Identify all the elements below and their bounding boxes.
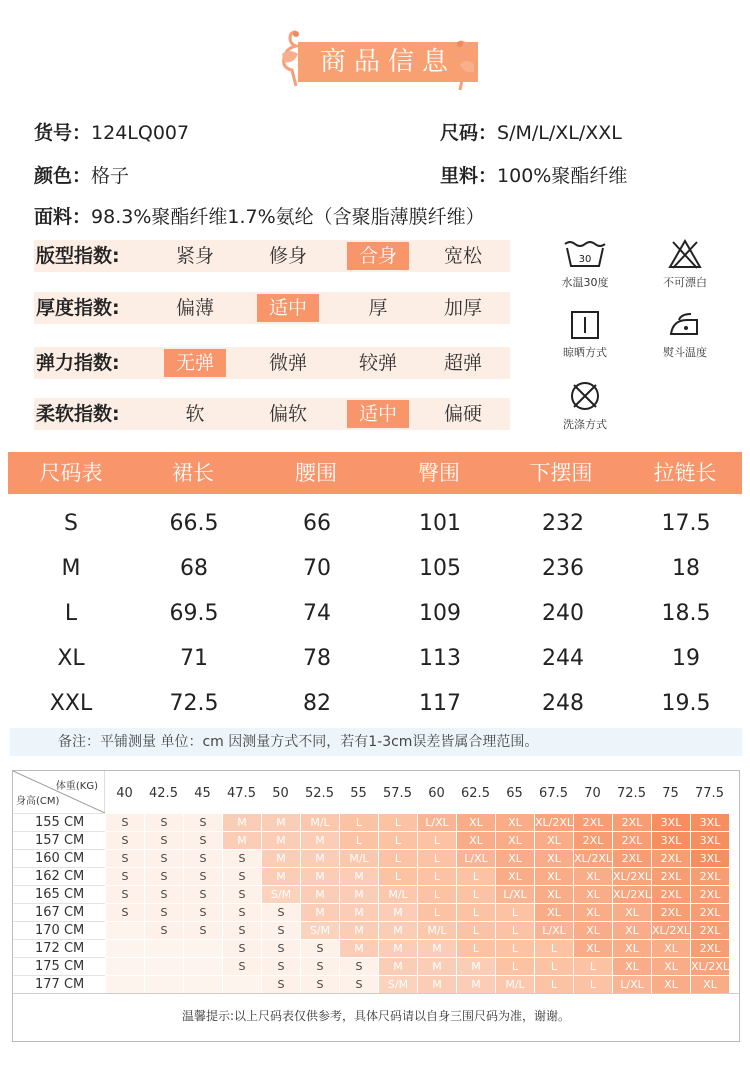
recommend-cell: S	[262, 940, 300, 957]
recommend-corner	[13, 771, 105, 813]
recommend-cell: M	[262, 832, 300, 849]
index-option: 微弹	[268, 352, 307, 374]
recommend-cell: 3XL	[691, 832, 729, 849]
weight-header: 42.5	[149, 786, 178, 801]
recommend-cell: L	[535, 976, 573, 993]
recommend-cell: S	[301, 976, 339, 993]
recommend-cell: XL	[535, 868, 573, 885]
recommend-cell: M	[418, 940, 456, 957]
size-cell: 18.5	[661, 601, 711, 626]
weight-header: 45	[194, 786, 211, 801]
iron-icon	[667, 310, 703, 340]
index-option-selected: 适中	[257, 294, 319, 322]
recommend-cell: M	[418, 958, 456, 975]
recommend-cell: XL	[496, 832, 534, 849]
recommend-cell: 2XL	[613, 850, 651, 867]
index-option-selected: 无弹	[164, 349, 226, 377]
height-axis-label: 身高(CM)	[16, 796, 60, 807]
recommend-cell: S	[184, 814, 222, 831]
recommend-cell: S	[145, 868, 183, 885]
weight-header: 62.5	[461, 786, 490, 801]
index-option-selected: 适中	[347, 400, 409, 428]
weight-header: 47.5	[227, 786, 256, 801]
recommend-cell: M	[301, 886, 339, 903]
recommend-cell: S	[145, 922, 183, 939]
size-cell: 72.5	[169, 691, 219, 716]
recommend-cell: S	[223, 850, 261, 867]
height-header: 175 CM	[13, 957, 105, 975]
care-dry-label: 晾晒方式	[563, 346, 607, 359]
weight-header: 72.5	[617, 786, 646, 801]
size-header-cell: 尺码表	[39, 461, 103, 485]
recommend-cell: XL/2XL	[574, 852, 613, 865]
recommend-cell: 2XL	[613, 814, 651, 831]
color-label: 颜色：	[34, 165, 92, 187]
recommend-cell: M/L	[301, 814, 339, 831]
index-row	[34, 398, 510, 430]
recommend-cell: S/M	[379, 976, 417, 993]
size-cell: 113	[419, 646, 461, 671]
recommend-cell: S	[184, 868, 222, 885]
size-table-header	[8, 452, 742, 494]
height-header: 155 CM	[13, 813, 105, 831]
height-header: 170 CM	[13, 921, 105, 939]
size-cell: 74	[303, 601, 331, 626]
recommend-cell	[106, 922, 144, 939]
recommend-cell: S	[223, 904, 261, 921]
recommend-cell: M	[340, 922, 378, 939]
size-header-cell: 下摆围	[529, 461, 593, 485]
recommend-cell: S	[106, 814, 144, 831]
recommend-footer: 温馨提示:以上尺码表仅供参考，具体尺码请以自身三围尺码为准，谢谢。	[181, 1009, 571, 1023]
lining-label: 里料：	[440, 165, 498, 187]
recommend-cell: L/XL	[613, 976, 651, 993]
weight-header: 77.5	[695, 786, 724, 801]
size-row-label: S	[64, 511, 78, 536]
weight-header: 70	[584, 786, 601, 801]
recommend-cell: M	[457, 958, 495, 975]
size-cell: 82	[303, 691, 331, 716]
recommend-cell: XL	[574, 904, 612, 921]
lining-value: 100%聚酯纤维	[497, 165, 628, 187]
recommend-cell: L	[418, 850, 456, 867]
height-header: 177 CM	[13, 975, 105, 993]
recommend-cell: M	[379, 958, 417, 975]
size-cell: 236	[542, 556, 584, 581]
recommend-cell: L	[535, 958, 573, 975]
size-cell: 70	[303, 556, 331, 581]
recommend-cell: L	[418, 868, 456, 885]
size-cell: 17.5	[661, 511, 711, 536]
index-option: 偏薄	[175, 297, 214, 319]
size-cell: 240	[542, 601, 584, 626]
recommend-cell: M	[262, 814, 300, 831]
care-iron-label: 熨斗温度	[663, 346, 707, 359]
recommend-cell	[106, 976, 144, 993]
recommend-cell: S	[262, 904, 300, 921]
recommend-cell: XL	[613, 922, 651, 939]
recommend-cell: XL	[457, 832, 495, 849]
care-iron	[650, 310, 720, 360]
recommend-cell: L/XL	[535, 922, 573, 939]
weight-header: 75	[662, 786, 679, 801]
recommend-cell: S	[223, 886, 261, 903]
recommend-cell: M	[223, 814, 261, 831]
recommend-cell: XL/2XL	[691, 960, 730, 973]
recommend-cell: 2XL	[574, 814, 612, 831]
sku-row	[34, 118, 189, 145]
recommend-cell: 2XL	[691, 922, 729, 939]
wash-30-icon	[562, 238, 608, 270]
recommend-cell: S	[223, 868, 261, 885]
recommend-cell: S	[262, 958, 300, 975]
index-option: 软	[185, 403, 205, 425]
recommend-cell: S	[301, 940, 339, 957]
recommend-cell: L	[457, 904, 495, 921]
color-value: 格子	[91, 165, 130, 187]
weight-axis-label: 体重(KG)	[55, 781, 98, 792]
recommend-cell: 3XL	[691, 814, 729, 831]
recommend-cell: 2XL	[652, 868, 690, 885]
care-nobleach-label: 不可漂白	[663, 276, 707, 289]
recommend-cell: S	[106, 886, 144, 903]
index-label: 弹力指数:	[36, 352, 120, 374]
recommend-cell: S	[184, 922, 222, 939]
size-cell: 68	[180, 556, 208, 581]
recommend-cell: L	[496, 958, 534, 975]
recommend-cell: L/XL	[496, 886, 534, 903]
recommend-cell: L	[379, 814, 417, 831]
measure-note: 备注：平铺测量 单位：cm 因测量方式不同，若有1-3cm误差皆属合理范围。	[10, 728, 742, 756]
recommend-cell	[106, 940, 144, 957]
recommend-cell: XL	[496, 850, 534, 867]
index-row	[34, 292, 510, 324]
recommend-cell: 2XL	[613, 832, 651, 849]
recommend-cell: S	[301, 958, 339, 975]
size-header-cell: 拉链长	[653, 461, 717, 485]
recommend-cell: XL	[652, 958, 690, 975]
recommend-cell	[184, 976, 222, 993]
recommend-cell: XL	[613, 940, 651, 957]
recommend-cell: L	[379, 832, 417, 849]
index-label: 厚度指数:	[36, 297, 120, 319]
recommend-cell: M	[340, 886, 378, 903]
size-cell: 19	[672, 646, 700, 671]
recommend-cell: L	[379, 850, 417, 867]
recommend-cell: M	[301, 850, 339, 867]
section-title-banner	[272, 36, 484, 84]
size-cell: 18	[672, 556, 700, 581]
recommend-cell: XL	[457, 814, 495, 831]
height-header: 162 CM	[13, 867, 105, 885]
recommend-cell: L	[574, 958, 612, 975]
recommend-cell: S	[184, 832, 222, 849]
size-value: S/M/L/XL/XXL	[497, 122, 622, 144]
recommend-cell: S	[262, 976, 300, 993]
recommend-cell: XL	[613, 958, 651, 975]
no-dry-clean-icon	[569, 380, 601, 412]
recommend-cell: S	[106, 904, 144, 921]
index-option: 厚	[368, 297, 388, 319]
recommend-cell: L	[496, 922, 534, 939]
no-bleach-icon	[667, 238, 703, 270]
size-cell: 19.5	[661, 691, 711, 716]
recommend-cell: M	[301, 832, 339, 849]
recommend-cell: XL	[496, 814, 534, 831]
recommend-cell: L	[457, 922, 495, 939]
recommend-cell: M	[379, 922, 417, 939]
weight-header: 65	[506, 786, 523, 801]
recommend-cell: L	[457, 886, 495, 903]
recommend-cell: XL	[574, 868, 612, 885]
recommend-cell: M	[301, 904, 339, 921]
size-row-label: M	[61, 556, 81, 581]
recommend-cell: M/L	[496, 976, 534, 993]
recommend-cell: M	[379, 940, 417, 957]
recommend-cell: S/M	[262, 886, 300, 903]
recommend-cell: 3XL	[652, 832, 690, 849]
size-cell: 109	[419, 601, 461, 626]
size-row-label: L	[64, 601, 78, 626]
recommend-cell: S/M	[301, 922, 339, 939]
recommend-cell: 2XL	[691, 904, 729, 921]
height-header: 167 CM	[13, 903, 105, 921]
size-cell: 117	[419, 691, 461, 716]
weight-header: 52.5	[305, 786, 334, 801]
index-label: 柔软指数:	[36, 403, 120, 425]
recommend-cell: XL	[535, 832, 573, 849]
banner-title: 商品信息	[319, 47, 456, 77]
recommend-cell: M	[262, 868, 300, 885]
recommend-cell: S	[340, 976, 378, 993]
recommend-cell: 3XL	[691, 850, 729, 867]
recommend-cell: XL	[652, 976, 690, 993]
recommend-cell: M	[301, 868, 339, 885]
recommend-cell: 2XL	[691, 868, 729, 885]
divider	[13, 993, 739, 994]
size-row	[440, 118, 622, 145]
index-option: 偏软	[268, 403, 307, 425]
recommend-cell: M	[340, 868, 378, 885]
flamingo-icon	[452, 38, 484, 92]
recommend-cell: S	[223, 940, 261, 957]
recommend-cell: M	[340, 904, 378, 921]
recommend-cell: 2XL	[652, 850, 690, 867]
index-option: 较弹	[358, 352, 397, 374]
recommend-cell: M	[340, 940, 378, 957]
size-header-cell: 臀围	[418, 461, 460, 485]
recommend-cell: L	[379, 868, 417, 885]
index-label: 版型指数:	[36, 245, 120, 267]
sku-value: 124LQ007	[91, 122, 190, 144]
recommend-cell: L	[418, 886, 456, 903]
index-option: 超弹	[443, 352, 482, 374]
recommend-cell	[184, 958, 222, 975]
size-cell: 105	[419, 556, 461, 581]
size-label: 尺码：	[440, 122, 498, 144]
color-row	[34, 161, 129, 188]
weight-header: 60	[428, 786, 445, 801]
wash-temp: 30	[578, 254, 592, 265]
size-cell: 66	[303, 511, 331, 536]
recommend-cell: 2XL	[574, 832, 612, 849]
recommend-cell: XL	[535, 850, 573, 867]
fabric-value: 98.3%聚酯纤维1.7%氨纶（含聚脂薄膜纤维）	[91, 206, 485, 228]
recommend-cell: S	[184, 904, 222, 921]
hang-dry-icon	[570, 310, 600, 340]
height-header: 165 CM	[13, 885, 105, 903]
recommend-cell: 2XL	[691, 886, 729, 903]
index-option: 紧身	[175, 245, 214, 267]
recommend-cell: M	[262, 850, 300, 867]
recommend-cell: L	[457, 940, 495, 957]
care-noclean	[550, 380, 620, 432]
recommend-cell: L	[457, 868, 495, 885]
recommend-cell: S	[184, 850, 222, 867]
recommend-cell: L	[418, 832, 456, 849]
recommend-cell: S	[262, 922, 300, 939]
recommend-cell: 2XL	[652, 904, 690, 921]
size-cell: 66.5	[169, 511, 219, 536]
recommend-cell	[184, 940, 222, 957]
recommend-cell: M	[223, 832, 261, 849]
recommend-cell: XL	[574, 940, 612, 957]
weight-header: 67.5	[539, 786, 568, 801]
size-cell: 101	[419, 511, 461, 536]
recommend-cell: L	[340, 832, 378, 849]
fabric-row	[34, 202, 485, 229]
recommend-cell: M/L	[418, 922, 456, 939]
care-wash	[550, 238, 620, 290]
size-row-label: XL	[57, 646, 85, 671]
recommend-cell: XL	[535, 886, 573, 903]
recommend-cell: S	[106, 850, 144, 867]
size-cell: 69.5	[169, 601, 219, 626]
recommend-cell: M	[379, 904, 417, 921]
recommend-cell: S	[106, 832, 144, 849]
recommend-cell: XL	[535, 904, 573, 921]
index-row	[34, 347, 510, 379]
recommend-cell	[223, 976, 261, 993]
recommend-cell: S	[106, 868, 144, 885]
recommend-cell: L	[496, 940, 534, 957]
recommend-cell: XL	[496, 868, 534, 885]
lining-row	[440, 161, 627, 188]
weight-header: 40	[116, 786, 133, 801]
recommend-cell: XL/2XL	[535, 816, 574, 829]
recommend-cell: XL/2XL	[613, 888, 652, 901]
recommend-cell: M/L	[340, 850, 378, 867]
size-cell: 244	[542, 646, 584, 671]
size-row-label: XXL	[49, 691, 93, 716]
recommend-cell: S	[184, 886, 222, 903]
index-option: 加厚	[443, 297, 482, 319]
sku-label: 货号：	[34, 122, 92, 144]
recommend-cell: L	[574, 976, 612, 993]
recommend-cell: XL	[691, 976, 729, 993]
recommend-cell: L/XL	[418, 814, 456, 831]
size-header-cell: 裙长	[172, 461, 214, 485]
recommend-cell: S	[223, 922, 261, 939]
recommend-cell: L/XL	[457, 850, 495, 867]
recommend-cell: M/L	[379, 886, 417, 903]
height-header: 160 CM	[13, 849, 105, 867]
care-noclean-label: 洗涤方式	[563, 418, 607, 431]
recommend-cell: 2XL	[691, 940, 729, 957]
recommend-cell: S	[145, 904, 183, 921]
weight-header: 57.5	[383, 786, 412, 801]
recommend-cell: S	[145, 886, 183, 903]
size-cell: 232	[542, 511, 584, 536]
fabric-label: 面料：	[34, 206, 92, 228]
size-cell: 71	[180, 646, 208, 671]
recommend-cell: M	[418, 976, 456, 993]
recommend-cell: XL/2XL	[613, 870, 652, 883]
recommend-cell: L	[418, 904, 456, 921]
recommend-cell: L	[340, 814, 378, 831]
recommend-cell: S	[145, 832, 183, 849]
index-option: 偏硬	[443, 403, 482, 425]
recommend-cell: XL	[613, 904, 651, 921]
index-row	[34, 240, 510, 272]
recommend-cell: XL	[652, 940, 690, 957]
recommend-cell	[145, 940, 183, 957]
index-option: 宽松	[443, 245, 482, 267]
recommend-cell: XL	[574, 886, 612, 903]
recommend-cell	[145, 976, 183, 993]
recommend-cell: L	[496, 904, 534, 921]
weight-header: 55	[350, 786, 367, 801]
recommend-cell: S	[145, 850, 183, 867]
index-option: 修身	[268, 245, 307, 267]
recommend-cell: 3XL	[652, 814, 690, 831]
recommend-cell: XL	[574, 922, 612, 939]
recommend-cell: M	[457, 976, 495, 993]
care-dry	[550, 310, 620, 360]
height-header: 172 CM	[13, 939, 105, 957]
recommend-cell: S	[145, 814, 183, 831]
recommend-cell: S	[223, 958, 261, 975]
index-option-selected: 合身	[347, 242, 409, 270]
size-header-cell: 腰围	[295, 461, 337, 485]
care-wash-label: 水温30度	[561, 276, 609, 289]
recommend-cell: L	[535, 940, 573, 957]
size-cell: 248	[542, 691, 584, 716]
recommend-cell: S	[340, 958, 378, 975]
recommend-cell: XL/2XL	[652, 924, 691, 937]
weight-header: 50	[272, 786, 289, 801]
recommend-cell	[106, 958, 144, 975]
size-recommend-table	[12, 770, 740, 1042]
height-header: 157 CM	[13, 831, 105, 849]
size-cell: 78	[303, 646, 331, 671]
recommend-cell	[145, 958, 183, 975]
care-nobleach	[650, 238, 720, 290]
recommend-cell: 2XL	[652, 886, 690, 903]
